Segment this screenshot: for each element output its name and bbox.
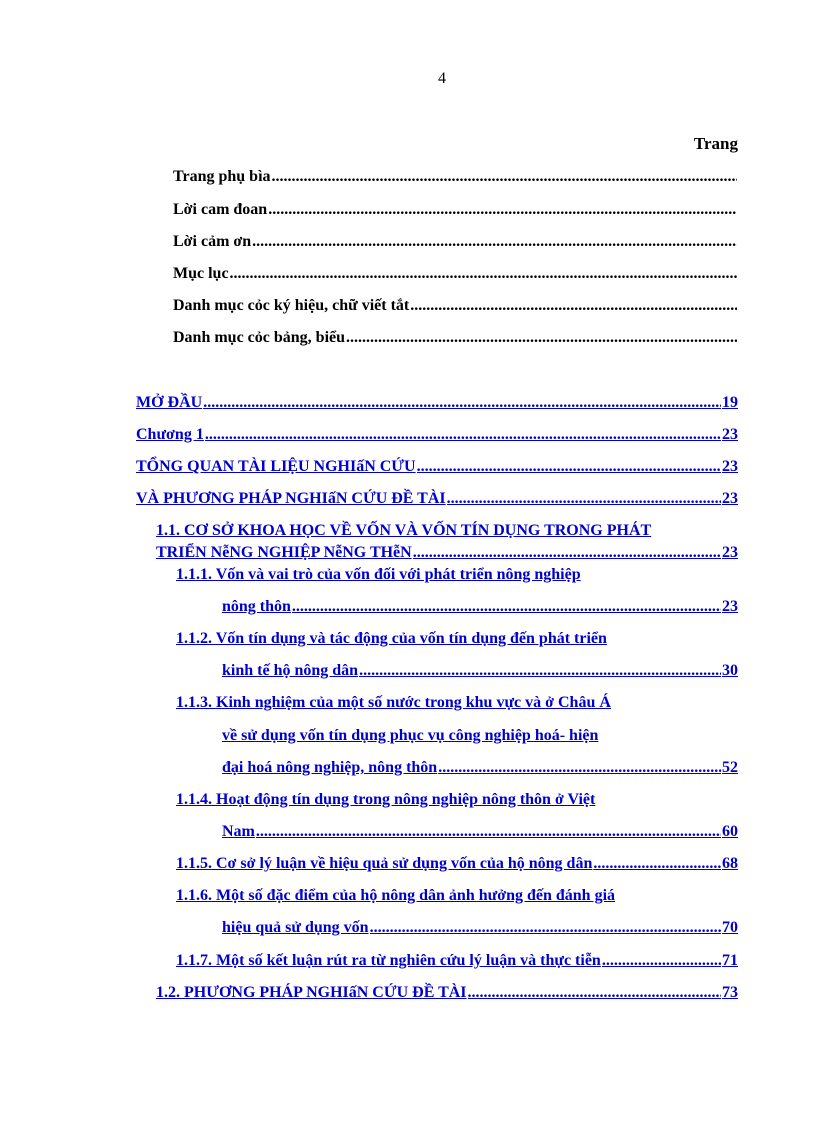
toc-link-section-1-1-2-cont[interactable]: kinh tế hộ nông dân ..... 30 [222, 661, 738, 681]
toc-link-chapter-1[interactable]: Chương 1 ..... 23 [136, 425, 738, 445]
toc-page-number: 23 [722, 490, 738, 507]
toc-entry-label: Danh mục cỏc bảng, biểu [173, 329, 346, 346]
toc-page-column-heading: Trang [693, 134, 738, 153]
toc-link-section-1-1-1-cont[interactable]: nông thôn ..... 23 [222, 597, 738, 617]
toc-page-number: 71 [722, 952, 738, 969]
dot-leader [346, 328, 737, 348]
dot-leader [230, 264, 737, 284]
toc-page-number: 73 [722, 984, 738, 1001]
toc-entry-label: Lời cam đoan [173, 201, 268, 218]
toc-link-section-1-1-4-cont[interactable]: Nam ..... 60 [222, 822, 738, 842]
toc-link-section-1-1-3-cont[interactable]: đại hoá nông nghiệp, nông thôn ..... 52 [222, 758, 738, 778]
toc-link-research-method[interactable]: VÀ PHƯƠNG PHÁP NGHIấN CỨU ĐỀ TÀI ..... 23 [136, 489, 738, 509]
toc-link-section-1-1[interactable]: 1.1. CƠ SỞ KHOA HỌC VỀ VỐN VÀ VỐN TÍN DỤNG TRONG PHÁT [156, 522, 652, 539]
toc-link-section-1-1-3[interactable]: 1.1.3. Kinh nghiệm của một số nước trong khu vực và ở Châu Á [176, 694, 611, 711]
toc-link-section-1-1-cont[interactable]: TRIỂN NễNG NGHIỆP NễNG THễN ..... 23 [156, 543, 738, 563]
toc-link-section-1-1-2[interactable]: 1.1.2. Vốn tín dụng và tác động của vốn tín dụng đến phát triển [176, 630, 607, 647]
dot-leader [410, 296, 737, 316]
dot-leader [272, 167, 737, 187]
toc-page-number: 23 [722, 544, 738, 561]
toc-page-number: 60 [722, 823, 738, 840]
toc-entry-label: Lời cảm ơn [173, 233, 252, 250]
toc-link-section-1-1-3-line2[interactable]: về sử dụng vốn tín dụng phục vụ công nghiệp hoá- hiện [222, 727, 599, 744]
toc-link-section-1-1-5[interactable]: 1.1.5. Cơ sở lý luận về hiệu quả sử dụng vốn của hộ nông dân ..... 68 [176, 854, 738, 874]
toc-entry-label: Trang phụ bìa [173, 168, 271, 185]
toc-entry-label: Danh mục cỏc ký hiệu, chữ viết tắt [173, 297, 410, 314]
toc-link-section-1-1-6[interactable]: 1.1.6. Một số đặc điểm của hộ nông dân ảnh hưởng đến đánh giá [176, 887, 616, 904]
toc-entry-declaration[interactable] [173, 200, 738, 220]
toc-entry-contents[interactable] [173, 264, 738, 284]
dot-leader [268, 200, 737, 220]
toc-link-literature-review[interactable]: TỔNG QUAN TÀI LIỆU NGHIấN CỨU ..... 23 [136, 457, 738, 477]
toc-link-introduction[interactable]: MỞ ĐẦU ..... 19 [136, 393, 738, 413]
toc-entry-cover[interactable] [173, 167, 738, 187]
toc-page-number: 23 [722, 598, 738, 615]
toc-page-number: 68 [722, 855, 738, 872]
toc-link-section-1-2[interactable]: 1.2. PHƯƠNG PHÁP NGHIấN CỨU ĐỀ TÀI ..... 73 [156, 983, 738, 1003]
dot-leader [252, 232, 737, 252]
toc-link-section-1-1-4[interactable]: 1.1.4. Hoạt động tín dụng trong nông nghiệp nông thôn ở Việt [176, 791, 596, 808]
toc-link-section-1-1-7[interactable]: 1.1.7. Một số kết luận rút ra từ nghiên cứu lý luận và thực tiễn ..... 71 [176, 951, 738, 971]
toc-page-number: 19 [722, 394, 738, 411]
toc-entry-tables[interactable] [173, 328, 738, 348]
toc-entry-abbreviations[interactable] [173, 296, 738, 316]
toc-entry-acknowledgement[interactable] [173, 232, 738, 252]
toc-link-section-1-1-1[interactable]: 1.1.1. Vốn và vai trò của vốn đối với phát triển nông nghiệp [176, 566, 581, 583]
toc-page-number: 52 [722, 759, 738, 776]
toc-link-section-1-1-6-cont[interactable]: hiệu quả sử dụng vốn ..... 70 [222, 918, 738, 938]
toc-page-number: 23 [722, 426, 738, 443]
toc-page-number: 70 [722, 919, 738, 936]
toc-page-number: 30 [722, 662, 738, 679]
toc-page-number: 23 [722, 458, 738, 475]
page-number: 4 [438, 70, 446, 87]
toc-entry-label: Mục lục [173, 265, 229, 282]
